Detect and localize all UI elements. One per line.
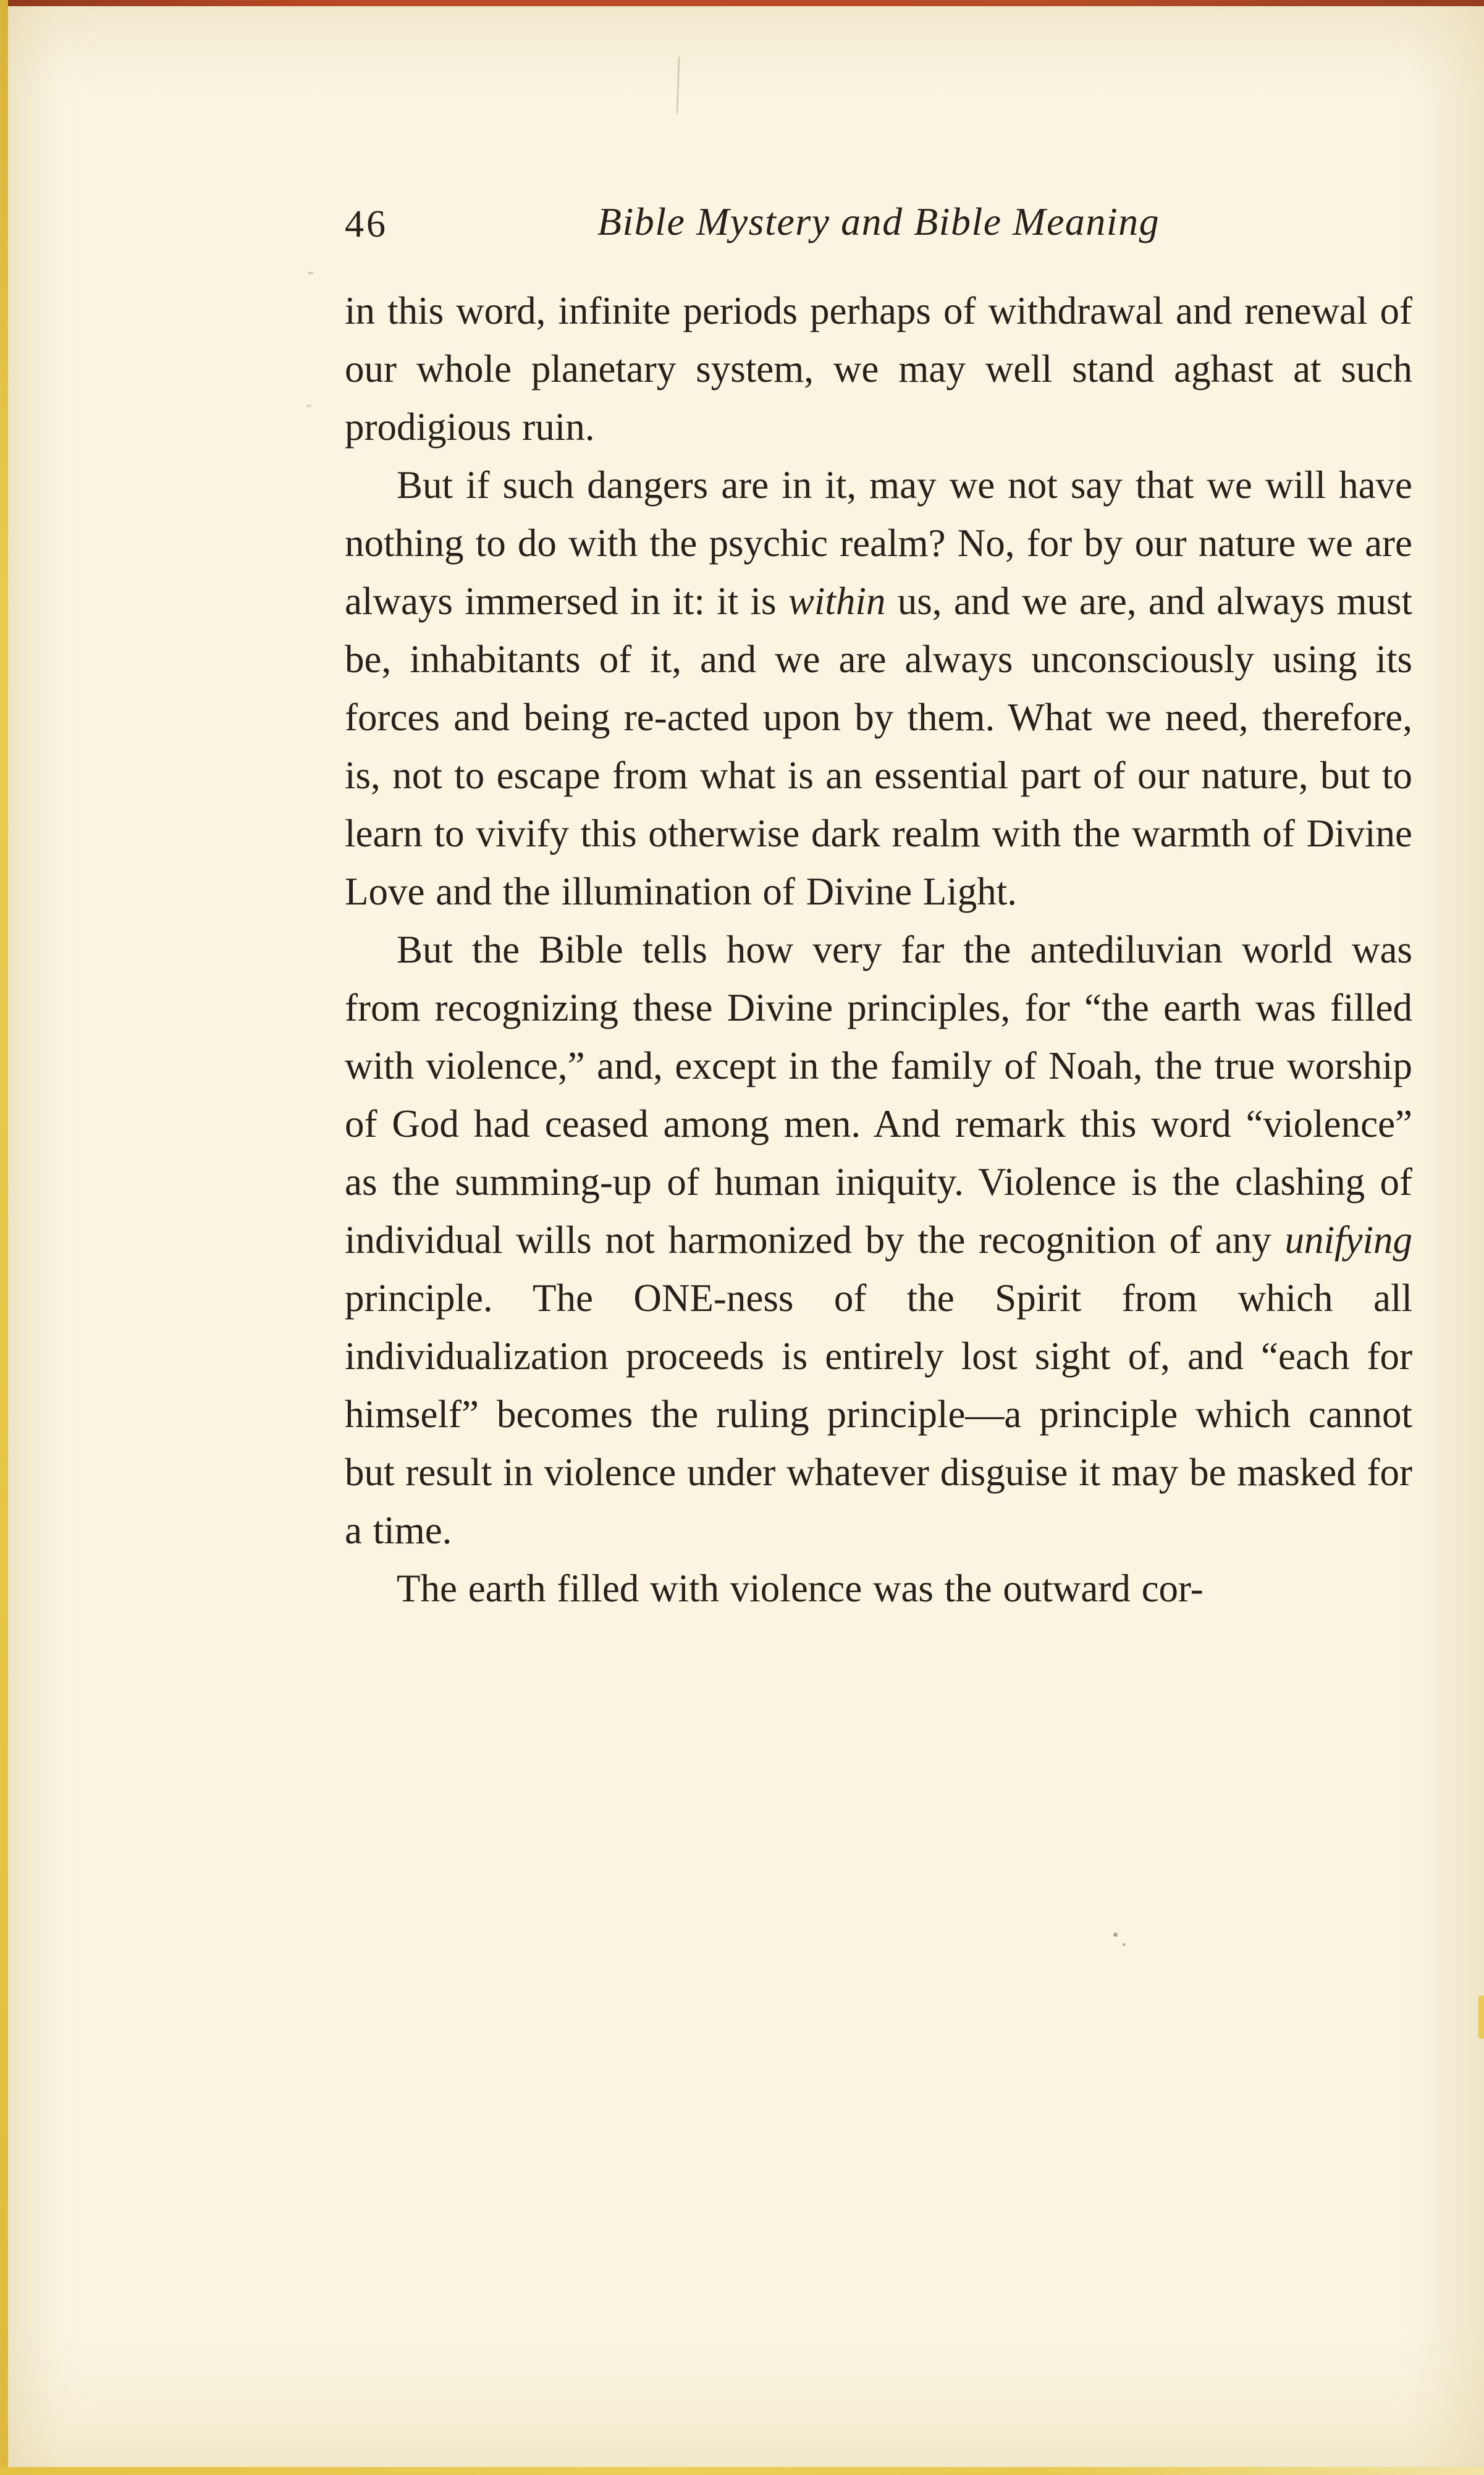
paragraph: But the Bible tells how very far the antediluvian world was from recognizing these Divine principles, for “the earth was filled with violence,” and, except in the family of Noah, the true worship of God had ceased among men. And remark this word “violence” as the summing-up of human iniquity. Violence is the clashing of individual wills not harmonized by the recognition of any unifying principle. The ONE-ness of the Spirit from which all individualization proceeds is entirely lost sight of, and “each for himself” becomes the ruling principle—a principle which cannot but result in violence under whatever disguise it may be masked for a time. xyxy=(345,928,1412,1552)
body-text xyxy=(345,282,1412,1617)
running-header xyxy=(345,199,1412,259)
scan-edge-left xyxy=(0,0,8,2475)
scan-edge-right-tick xyxy=(1478,1996,1484,2039)
scan-speck xyxy=(308,272,313,274)
scan-edge-bottom xyxy=(0,2467,1484,2475)
scan-edge-top xyxy=(0,0,1484,6)
page-number: 46 xyxy=(345,203,388,245)
paragraph: The earth filled with violence was the outward cor- xyxy=(397,1567,1204,1610)
scan-speck xyxy=(1113,1933,1118,1937)
scan-crease xyxy=(676,57,680,114)
scan-speck xyxy=(306,405,311,407)
page-content xyxy=(345,199,1412,1617)
paragraph: in this word, infinite periods perhaps of withdrawal and renewal of our whole planetary system, we may well stand aghast at such prodigious ruin. xyxy=(345,289,1412,449)
paragraph: But if such dangers are in it, may we not say that we will have nothing to do with the psychic realm? No, for by our nature we are always immersed in it: it is within us, and we are, and always must be, inhabitants of it, and we are always unconsciously using its forces and being re-acted upon by them. What we need, therefore, is, not to escape from what is an essential part of our nature, but to learn to vivify this otherwise dark realm with the warmth of Divine Love and the illumination of Divine Light. xyxy=(345,463,1412,913)
running-title: Bible Mystery and Bible Meaning xyxy=(597,200,1160,243)
